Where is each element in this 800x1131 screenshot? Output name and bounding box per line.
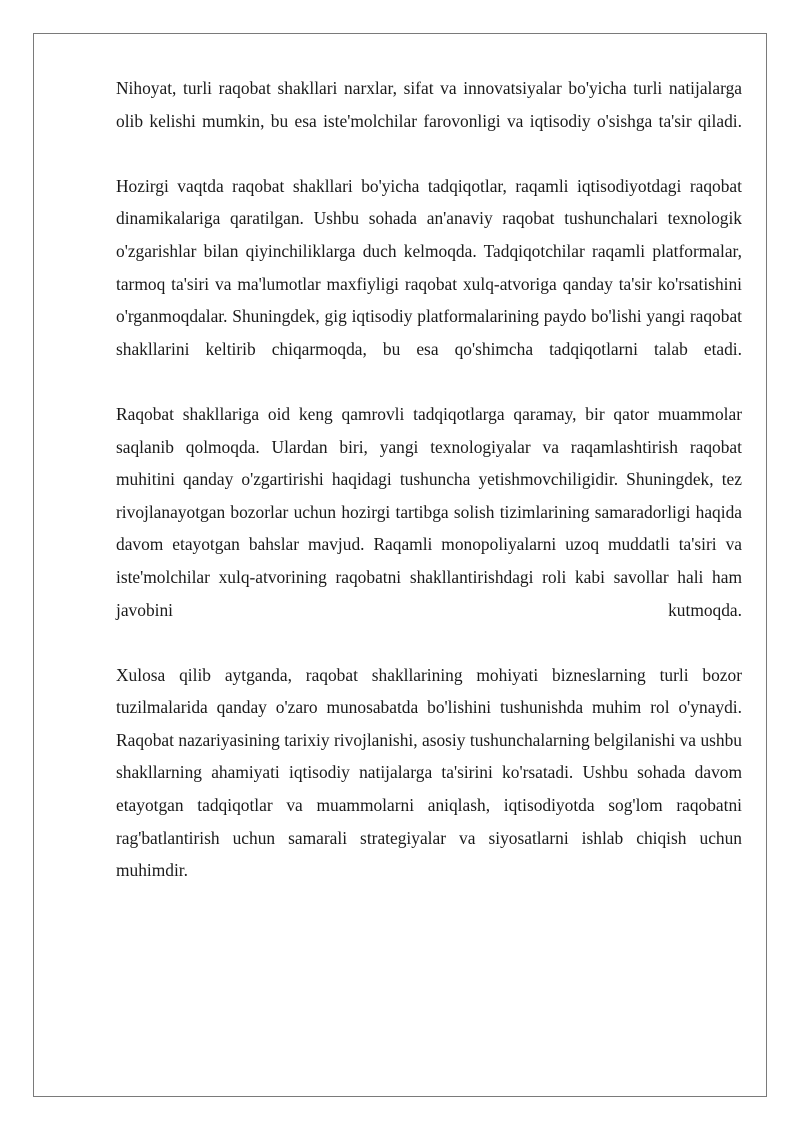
paragraph-3: Raqobat shakllariga oid keng qamrovli tadqiqotlarga qaramay, bir qator muammolar saqlanib qolmoqda. Ulardan biri, yangi texnologiyalar va raqamlashtirish raqobat muhitini qanday o'zgartirishi haqidagi tushuncha yetishmovchiligidir. Shuningdek, tez rivojlanayotgan bozorlar uchun hozirgi tartibga solish tizimlarining samaradorligi haqida davom etayotgan bahslar mavjud. Raqamli monopoliyalarni uzoq muddatli ta'siri va iste'molchilar xulq-atvorining raqobatni shakllantirishdagi roli kabi savollar hali ham javobini kutmoqda. bbox=[116, 403, 742, 620]
paragraph-1: Nihoyat, turli raqobat shakllari narxlar, sifat va innovatsiyalar bo'yicha turli natijalarga olib kelishi mumkin, bu esa iste'molchilar farovonligi va iqtisodiy o'sishga ta'sir qiladi. bbox=[116, 78, 742, 131]
document-body bbox=[116, 72, 742, 919]
paragraph-4: Xulosa qilib aytganda, raqobat shakllarining mohiyati bizneslarning turli bozor tuzilmalarida qanday o'zaro munosabatda bo'lishini tushunishda muhim rol o'ynaydi. Raqobat nazariyasining tarixiy rivojlanishi, asosiy tushunchalarning belgilanishi va ushbu shakllarning ahamiyati iqtisodiy natijalarga ta'sirini ko'rsatadi. Ushbu sohada davom etayotgan tadqiqotlar va muammolarni aniqlash, iqtisodiyotda sog'lom raqobatni rag'batlantirish uchun samarali strategiyalar va siyosatlarni ishlab chiqish uchun muhimdir. bbox=[116, 664, 742, 881]
paragraph-2: Hozirgi vaqtda raqobat shakllari bo'yicha tadqiqotlar, raqamli iqtisodiyotdagi raqobat dinamikalariga qaratilgan. Ushbu sohada an'anaviy raqobat tushunchalari texnologik o'zgarishlar bilan qiyinchiliklarga duch kelmoqda. Tadqiqotchilar raqamli platformalar, tarmoq ta'siri va ma'lumotlar maxfiyligi raqobat xulq-atvoriga qanday ta'sir ko'rsatishini o'rganmoqdalar. Shuningdek, gig iqtisodiy platformalarining paydo bo'lishi yangi raqobat shakllarini keltirib chiqarmoqda, bu esa qo'shimcha tadqiqotlarni talab etadi. bbox=[116, 175, 742, 359]
